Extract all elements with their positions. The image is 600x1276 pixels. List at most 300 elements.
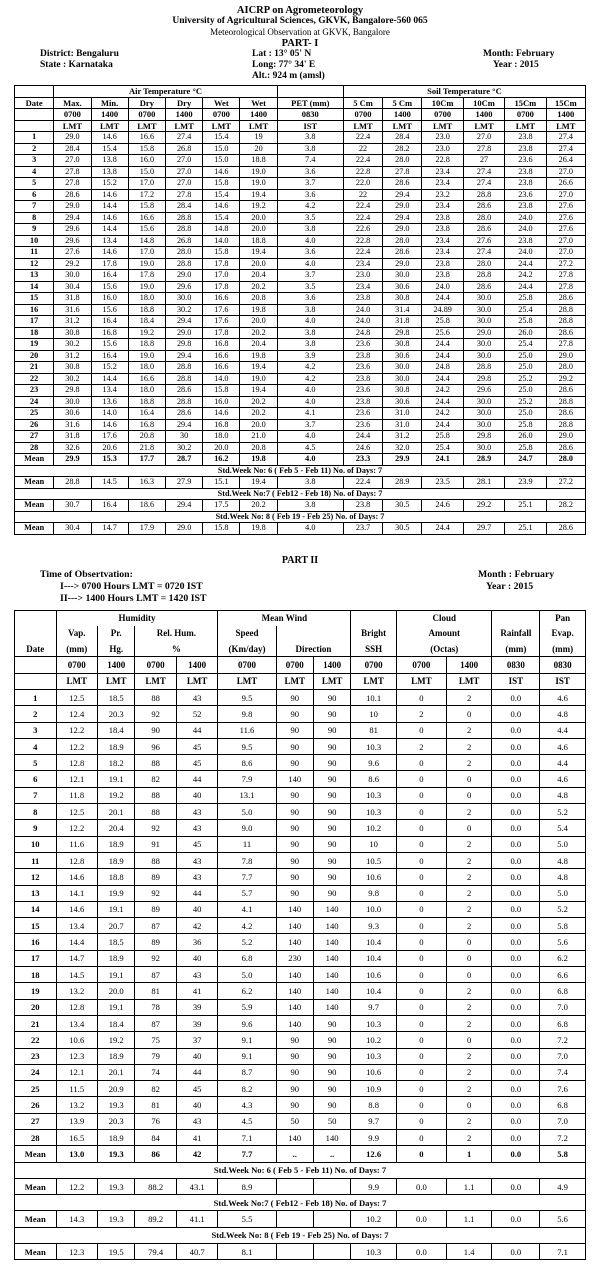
data-cell: 78 xyxy=(135,999,177,1015)
data-cell: 26.6 xyxy=(546,178,585,190)
data-cell: 18.8 xyxy=(128,396,165,408)
mean-label: Mean xyxy=(15,500,54,512)
date-cell: 1 xyxy=(15,132,54,144)
time-header: 0700 xyxy=(203,109,240,121)
data-cell: 18.0 xyxy=(203,431,240,443)
table-row xyxy=(15,431,586,443)
data-cell: 12.1 xyxy=(56,771,98,787)
data-cell: 0 xyxy=(396,999,446,1015)
week-mean-cell xyxy=(313,1178,350,1194)
data-cell: 19.2 xyxy=(240,201,277,213)
data-cell: 43 xyxy=(176,689,218,705)
date-cell: 23 xyxy=(15,1048,57,1064)
data-cell: 28.6 xyxy=(166,385,203,397)
data-cell: 25.0 xyxy=(505,408,546,420)
data-cell: 10 xyxy=(351,836,397,852)
data-cell: 14.4 xyxy=(56,934,98,950)
obs-time-2: II---> 1400 Hours LMT = 1420 IST xyxy=(60,592,207,604)
data-cell: 20.4 xyxy=(240,339,277,351)
col-header: Wet xyxy=(203,97,240,109)
data-cell: 19.1 xyxy=(98,771,135,787)
data-cell: 24.4 xyxy=(343,431,382,443)
data-cell: 0 xyxy=(396,1113,446,1129)
data-cell: 28.4 xyxy=(54,143,91,155)
data-cell: 29.6 xyxy=(54,224,91,236)
mean-cell: 12.6 xyxy=(351,1146,397,1162)
unit-header: LMT xyxy=(166,120,203,132)
time-header: 0830 xyxy=(540,657,586,673)
data-cell: 28.8 xyxy=(546,304,585,316)
date-cell: 18 xyxy=(15,327,54,339)
date-cell: 1 xyxy=(15,689,57,705)
data-cell: 2 xyxy=(446,1113,492,1129)
data-cell: 20.0 xyxy=(240,212,277,224)
data-cell: 10.6 xyxy=(56,1032,98,1048)
unit-header: LMT xyxy=(313,673,350,689)
data-cell: 4.8 xyxy=(540,869,586,885)
unit-header: LMT xyxy=(276,673,313,689)
data-cell: 23.6 xyxy=(343,362,382,374)
data-cell: 16.4 xyxy=(91,270,128,282)
date-cell: 22 xyxy=(15,1032,57,1048)
data-cell: 28.6 xyxy=(54,189,91,201)
data-cell: 28.8 xyxy=(463,189,504,201)
week-title-row xyxy=(15,1195,586,1211)
data-cell: 10 xyxy=(351,706,397,722)
table-row xyxy=(15,408,586,420)
evap-unit: (mm) xyxy=(540,641,586,657)
col-header: Min. xyxy=(91,97,128,109)
week-mean-cell: 16.4 xyxy=(91,500,128,512)
table-row xyxy=(15,166,586,178)
data-cell: 0 xyxy=(396,1015,446,1031)
col-header: Dry xyxy=(166,97,203,109)
data-cell: 23.0 xyxy=(422,143,463,155)
col-header: 5 Cm xyxy=(383,97,422,109)
week-mean-cell: 41.1 xyxy=(176,1211,218,1227)
data-cell: 88 xyxy=(135,689,177,705)
date-cell: 17 xyxy=(15,950,57,966)
data-cell: 14.4 xyxy=(91,201,128,213)
mean-cell: 29.9 xyxy=(383,454,422,466)
data-cell: 3.5 xyxy=(277,212,343,224)
data-cell: 18.0 xyxy=(128,362,165,374)
data-cell: 16.6 xyxy=(203,293,240,305)
data-cell: 9.1 xyxy=(218,1032,276,1048)
data-cell: 90 xyxy=(276,706,313,722)
date-cell: 26 xyxy=(15,1097,57,1113)
data-cell: 23.8 xyxy=(343,373,382,385)
data-cell: 15.6 xyxy=(128,224,165,236)
week-title-row xyxy=(15,488,586,500)
data-cell: 14.1 xyxy=(56,885,98,901)
data-cell: 2 xyxy=(446,869,492,885)
data-cell: 27.6 xyxy=(54,247,91,259)
mean-cell: 42 xyxy=(176,1146,218,1162)
data-cell: 9.0 xyxy=(218,820,276,836)
data-cell: 0.0 xyxy=(492,738,540,754)
data-cell: 24.2 xyxy=(422,385,463,397)
data-cell: 31.6 xyxy=(54,419,91,431)
data-cell: 0 xyxy=(446,820,492,836)
data-cell: 0.0 xyxy=(492,1064,540,1080)
week-mean-cell: 25.1 xyxy=(505,500,546,512)
data-cell: 0.0 xyxy=(492,983,540,999)
data-cell: 17.8 xyxy=(203,281,240,293)
data-cell: 2 xyxy=(446,1064,492,1080)
data-cell: 12.2 xyxy=(56,722,98,738)
data-cell: 15.6 xyxy=(91,281,128,293)
table-row xyxy=(15,316,586,328)
data-cell: 3.6 xyxy=(277,247,343,259)
date-cell: 27 xyxy=(15,1113,57,1129)
week-mean-cell: 7.1 xyxy=(540,1244,586,1260)
mean-cell: 28.9 xyxy=(463,454,504,466)
week-title: Std.Week No: 8 ( Feb 19 - Feb 25) No. of Days: 7 xyxy=(15,511,586,523)
table-row xyxy=(15,327,586,339)
data-cell: 0 xyxy=(396,722,446,738)
data-cell: 2 xyxy=(446,918,492,934)
data-cell: 17.6 xyxy=(203,316,240,328)
mean-label: Mean xyxy=(15,1244,57,1260)
data-cell: 22.4 xyxy=(343,155,382,167)
data-cell: 23.8 xyxy=(343,350,382,362)
data-cell: 23.8 xyxy=(422,212,463,224)
data-cell: 29.6 xyxy=(54,235,91,247)
mean-cell: 28.0 xyxy=(546,454,585,466)
date-cell: 15 xyxy=(15,293,54,305)
data-cell: 90 xyxy=(313,689,350,705)
data-cell: 140 xyxy=(313,934,350,950)
data-cell: 10.3 xyxy=(351,787,397,803)
data-cell: 6.2 xyxy=(540,950,586,966)
data-cell: 31.8 xyxy=(54,293,91,305)
data-cell: 10.6 xyxy=(351,1064,397,1080)
data-cell: 7.2 xyxy=(540,1130,586,1146)
data-cell: 0.0 xyxy=(492,706,540,722)
table-row xyxy=(15,722,586,738)
table-row xyxy=(15,132,586,144)
data-cell: 9.5 xyxy=(218,738,276,754)
data-cell: 29.6 xyxy=(463,385,504,397)
date-cell: 3 xyxy=(15,722,57,738)
data-cell: 0 xyxy=(396,836,446,852)
data-cell: 2 xyxy=(446,722,492,738)
data-cell: 29.8 xyxy=(463,431,504,443)
data-cell: 28.8 xyxy=(166,224,203,236)
data-cell: 45 xyxy=(176,1081,218,1097)
mean-cell: 7.7 xyxy=(218,1146,276,1162)
week-mean-cell: 5.5 xyxy=(218,1211,276,1227)
data-cell: 14.4 xyxy=(91,373,128,385)
rainfall-header: Rainfall xyxy=(492,626,540,641)
data-cell: 28.8 xyxy=(463,362,504,374)
week-mean-cell: 22.4 xyxy=(343,477,382,489)
data-cell: 17.8 xyxy=(128,270,165,282)
data-cell: 140 xyxy=(276,901,313,917)
data-cell: 12.5 xyxy=(56,804,98,820)
data-cell: 140 xyxy=(313,967,350,983)
data-cell: 30.0 xyxy=(463,304,504,316)
data-cell: 28.8 xyxy=(166,362,203,374)
data-cell: 87 xyxy=(135,967,177,983)
data-cell: 18.8 xyxy=(240,235,277,247)
data-cell: 23.8 xyxy=(505,143,546,155)
data-cell: 90 xyxy=(313,787,350,803)
week-mean-cell: 12.2 xyxy=(56,1178,98,1194)
week-mean-cell: 29.2 xyxy=(463,500,504,512)
data-cell: 14.6 xyxy=(91,189,128,201)
col-header: 15Cm xyxy=(505,97,546,109)
data-cell: 23.8 xyxy=(343,396,382,408)
data-cell: 14.6 xyxy=(91,419,128,431)
unit-header: LMT xyxy=(91,120,128,132)
date-cell: 21 xyxy=(15,362,54,374)
data-cell: 14.8 xyxy=(128,235,165,247)
data-cell: 88 xyxy=(135,804,177,820)
date-cell: 13 xyxy=(15,885,57,901)
week-title-row xyxy=(15,1227,586,1243)
week-mean-cell: 30.4 xyxy=(54,523,91,535)
data-cell: 27.0 xyxy=(166,166,203,178)
data-cell: 16.4 xyxy=(91,316,128,328)
data-cell: 90 xyxy=(276,852,313,868)
data-cell: 18.9 xyxy=(98,950,135,966)
data-cell: 5.0 xyxy=(540,836,586,852)
date-cell: 19 xyxy=(15,339,54,351)
data-cell: 90 xyxy=(313,1081,350,1097)
mean-label: Mean xyxy=(15,477,54,489)
data-cell: 3.8 xyxy=(277,339,343,351)
data-cell: 4.0 xyxy=(277,258,343,270)
data-cell: 14.6 xyxy=(203,166,240,178)
data-cell: 26.0 xyxy=(505,431,546,443)
unit-header: LMT xyxy=(98,673,135,689)
data-cell: 28.6 xyxy=(546,327,585,339)
table-row xyxy=(15,1015,586,1031)
data-cell: 5.7 xyxy=(218,885,276,901)
date-cell: 18 xyxy=(15,967,57,983)
data-cell: 30.8 xyxy=(383,293,422,305)
data-cell: 19.4 xyxy=(240,189,277,201)
mean-cell: 19.8 xyxy=(240,454,277,466)
data-cell: 40 xyxy=(176,787,218,803)
data-cell: 10.2 xyxy=(351,1032,397,1048)
data-cell: 0 xyxy=(446,1097,492,1113)
mean-cell: 24.7 xyxy=(505,454,546,466)
data-cell: 2 xyxy=(396,706,446,722)
data-cell: 27.4 xyxy=(463,247,504,259)
data-cell: 24.4 xyxy=(422,373,463,385)
data-cell: 4.4 xyxy=(540,722,586,738)
data-cell: 16.6 xyxy=(128,373,165,385)
unit-header: LMT xyxy=(128,120,165,132)
table-row xyxy=(15,738,586,754)
week-mean-cell: 0.0 xyxy=(492,1244,540,1260)
data-cell: 19.0 xyxy=(128,350,165,362)
time-header: 0700 xyxy=(128,109,165,121)
table-row xyxy=(15,362,586,374)
bright-header: Bright xyxy=(351,626,397,641)
data-cell: 3.8 xyxy=(277,143,343,155)
week-title: Std.Week No:7 ( Feb12 - Feb 18) No. of Days: 7 xyxy=(15,1195,586,1211)
data-cell: 90 xyxy=(313,804,350,820)
data-cell: 140 xyxy=(276,967,313,983)
data-cell: 3.8 xyxy=(277,327,343,339)
data-cell: 15.8 xyxy=(128,201,165,213)
data-cell: 22.4 xyxy=(343,212,382,224)
data-cell: 88 xyxy=(135,852,177,868)
data-cell: 4.8 xyxy=(540,852,586,868)
data-cell: 27.0 xyxy=(546,235,585,247)
data-cell: 23.6 xyxy=(505,189,546,201)
data-cell: 23.4 xyxy=(422,178,463,190)
data-cell: 18.4 xyxy=(98,1015,135,1031)
week-mean-cell: 1.4 xyxy=(446,1244,492,1260)
week-mean-cell: 0.0 xyxy=(492,1211,540,1227)
date-cell: 14 xyxy=(15,901,57,917)
data-cell: 0.0 xyxy=(492,1113,540,1129)
unit-header: LMT xyxy=(546,120,585,132)
data-cell: 17.6 xyxy=(203,304,240,316)
data-cell: 9.8 xyxy=(218,706,276,722)
data-cell: 12.8 xyxy=(56,852,98,868)
data-cell: 140 xyxy=(276,771,313,787)
week-mean-cell xyxy=(276,1244,313,1260)
data-cell: 13.8 xyxy=(91,166,128,178)
data-cell: 90 xyxy=(313,852,350,868)
altitude: Alt.: 924 m (amsl) xyxy=(252,71,325,81)
data-cell: 25.8 xyxy=(505,293,546,305)
data-cell: 19.4 xyxy=(240,247,277,259)
date-cell: 17 xyxy=(15,316,54,328)
data-cell: 45 xyxy=(176,738,218,754)
data-cell: 19.0 xyxy=(128,281,165,293)
table-row xyxy=(15,281,586,293)
time-header: 0700 xyxy=(218,657,276,673)
week-mean-cell xyxy=(313,1244,350,1260)
table-row xyxy=(15,1081,586,1097)
data-cell: 0.0 xyxy=(492,1130,540,1146)
week-mean-row xyxy=(15,1178,586,1194)
data-cell: 90 xyxy=(276,1048,313,1064)
data-cell: 27.8 xyxy=(166,189,203,201)
unit-header: LMT xyxy=(351,673,397,689)
data-cell: 0.0 xyxy=(492,934,540,950)
data-cell: 90 xyxy=(276,738,313,754)
data-cell: 29.8 xyxy=(166,339,203,351)
date-cell: 7 xyxy=(15,201,54,213)
data-cell: 28.0 xyxy=(383,155,422,167)
data-cell: 31.4 xyxy=(383,304,422,316)
week-mean-cell: 28.9 xyxy=(383,477,422,489)
table-row xyxy=(15,270,586,282)
data-cell: 31.0 xyxy=(383,408,422,420)
data-cell: 28.6 xyxy=(383,178,422,190)
date-cell: 13 xyxy=(15,270,54,282)
data-cell: 18.0 xyxy=(128,385,165,397)
date-cell: 2 xyxy=(15,143,54,155)
data-cell: 22.4 xyxy=(343,201,382,213)
unit-header: LMT xyxy=(240,120,277,132)
data-cell: 25.4 xyxy=(422,442,463,454)
data-cell: 2 xyxy=(446,1130,492,1146)
data-cell: 2 xyxy=(446,983,492,999)
week-title-row xyxy=(15,1162,586,1178)
date-cell: 6 xyxy=(15,771,57,787)
data-cell: 18.8 xyxy=(240,155,277,167)
time-header: 0700 xyxy=(56,657,98,673)
data-cell: 29.0 xyxy=(54,201,91,213)
data-cell: 3.8 xyxy=(277,304,343,316)
time-header: 1400 xyxy=(546,109,585,121)
data-cell: 4.6 xyxy=(540,689,586,705)
table-row xyxy=(15,396,586,408)
data-cell: 0.0 xyxy=(492,820,540,836)
data-cell: 10.6 xyxy=(351,967,397,983)
data-cell: 30.4 xyxy=(54,281,91,293)
vap-unit: (mm) xyxy=(56,641,98,657)
data-cell: 3.6 xyxy=(277,189,343,201)
data-cell: 27.0 xyxy=(546,247,585,259)
date-cell: 23 xyxy=(15,385,54,397)
week-mean-cell: 15.8 xyxy=(203,523,240,535)
data-cell: 0 xyxy=(396,885,446,901)
data-cell: 27 xyxy=(463,155,504,167)
table-row xyxy=(15,350,586,362)
week-mean-cell: 14.5 xyxy=(91,477,128,489)
mean-cell: 0 xyxy=(396,1146,446,1162)
data-cell: 17.2 xyxy=(128,189,165,201)
data-cell: 27.6 xyxy=(546,201,585,213)
data-cell: 17.6 xyxy=(91,431,128,443)
week-mean-cell: 14.3 xyxy=(56,1211,98,1227)
data-cell: 22.8 xyxy=(422,155,463,167)
air-temp-group: Air Temperature °C xyxy=(54,86,277,98)
data-cell: 18.2 xyxy=(98,755,135,771)
data-cell: 40 xyxy=(176,950,218,966)
data-cell: 29.0 xyxy=(383,258,422,270)
col-header: Dry xyxy=(128,97,165,109)
data-cell: 0.0 xyxy=(492,950,540,966)
table-row xyxy=(15,247,586,259)
time-header: 0700 xyxy=(343,109,382,121)
time-header: 0830 xyxy=(492,657,540,673)
data-cell: 4.3 xyxy=(218,1097,276,1113)
data-cell: 140 xyxy=(313,1130,350,1146)
obs-time-1: I---> 0700 Hours LMT = 0720 IST xyxy=(60,580,203,592)
table-row xyxy=(15,689,586,705)
data-cell: 0.0 xyxy=(492,804,540,820)
data-cell: 28.4 xyxy=(166,201,203,213)
data-cell: 22.6 xyxy=(343,224,382,236)
data-cell: 27.8 xyxy=(463,143,504,155)
data-cell: 28.6 xyxy=(546,408,585,420)
data-cell: 28.8 xyxy=(546,419,585,431)
data-cell: 20.4 xyxy=(98,820,135,836)
data-cell: 21.0 xyxy=(240,431,277,443)
part2-month: Month : February xyxy=(478,568,555,580)
data-cell: 4.2 xyxy=(277,201,343,213)
data-cell: 18.9 xyxy=(98,1048,135,1064)
data-cell: 8.6 xyxy=(351,771,397,787)
data-cell: 50 xyxy=(276,1113,313,1129)
data-cell: 16.5 xyxy=(56,1130,98,1146)
week-mean-cell: 29.4 xyxy=(166,500,203,512)
data-cell: 4.2 xyxy=(277,362,343,374)
data-cell: 9.1 xyxy=(218,1048,276,1064)
data-cell: 20.0 xyxy=(203,442,240,454)
